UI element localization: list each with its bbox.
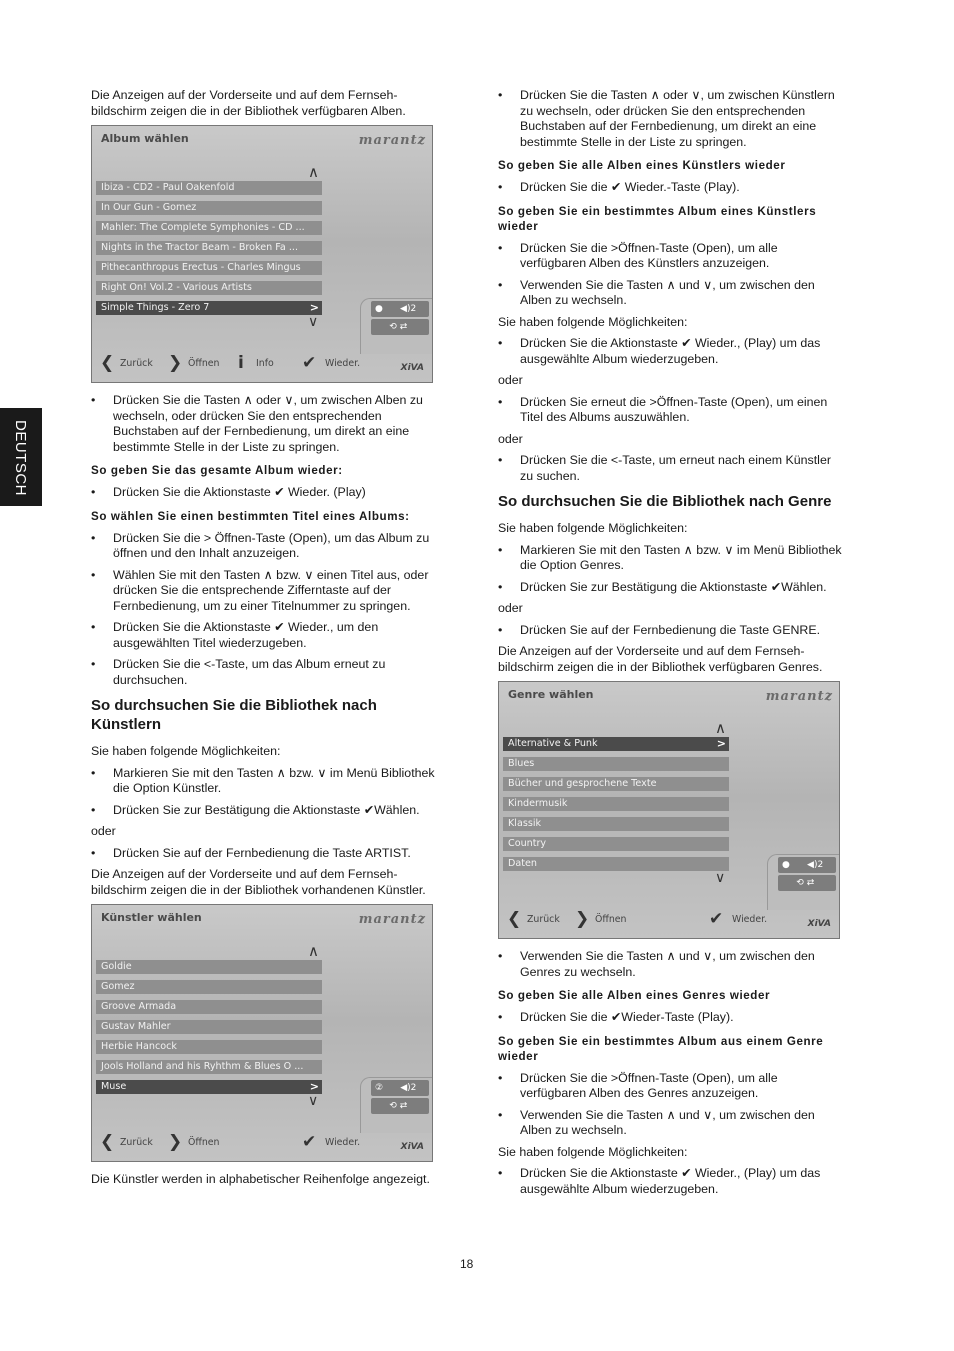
screen-title: Genre wählen [508, 688, 594, 701]
list-item: • Drücken Sie die >Öffnen-Taste (Open), um alle verfügbaren Alben des Künstlers anzuzeigen. [498, 241, 843, 272]
repeat-icon: ⟲ ⇄ [371, 319, 429, 335]
status-panel [360, 1077, 433, 1133]
list-item[interactable]: Mahler: The Complete Symphonies - CD ... [96, 221, 322, 235]
list-item[interactable]: Pithecanthropus Erectus - Charles Mingus [96, 261, 322, 275]
repeat-icon: ⟲ ⇄ [778, 875, 836, 891]
list-item: • Drücken Sie die Aktionstaste ✔ Wieder., (Play) um das ausgewählte Album wiederzugeben. [498, 1166, 843, 1197]
list-item: • Drücken Sie die Tasten ∧ oder ∨, um zwischen Künstlern zu wechseln, oder drücken Sie den entsprechenden Buchstaben auf der Fernbedienung, um direkt an eine bestimmte Stelle in der Liste zu springen. [498, 88, 843, 150]
back-icon: ❮ [100, 1132, 115, 1152]
open-icon: ❯ [168, 353, 183, 373]
subheading: So geben Sie alle Alben eines Künstlers wieder [498, 159, 786, 172]
subheading: So wählen Sie einen bestimmten Titel eines Albums: [91, 509, 410, 523]
list-item: • Drücken Sie die > Öffnen-Taste (Open), um das Album zu öffnen und den Inhalt anzuzeigen. [91, 531, 436, 562]
list-item[interactable]: Ibiza - CD2 - Paul Oakenfold [96, 181, 322, 195]
page-number: 18 [460, 1257, 474, 1271]
list-item[interactable]: Right On! Vol.2 - Various Artists [96, 281, 322, 295]
chevron-up-icon: ∧ [715, 719, 726, 737]
list-item[interactable]: Bücher und gesprochene Texte [503, 777, 729, 791]
screen-title: Künstler wählen [101, 911, 202, 924]
left-column [91, 88, 436, 1194]
open-button[interactable]: Öffnen [595, 914, 627, 925]
play-button[interactable]: Wieder. [325, 1137, 361, 1148]
paragraph: oder [498, 601, 523, 615]
list-item: • Drücken Sie die ✔Wieder-Taste (Play). [498, 1010, 843, 1026]
paragraph: Die Anzeigen auf der Vorderseite und auf dem Fernseh-bildschirm zeigen die in der Bibliothek verfügbaren Alben. [91, 88, 406, 118]
checkmark-icon: ✔ [302, 353, 317, 373]
list-item[interactable]: Daten [503, 857, 729, 871]
list-item: • Drücken Sie auf der Fernbedienung die Taste GENRE. [498, 623, 843, 639]
open-icon: ❯ [575, 909, 590, 929]
list-item-label: Simple Things - Zero 7 [101, 302, 210, 313]
artist-select-screen [91, 904, 433, 1162]
chevron-up-icon: ∧ [308, 942, 319, 960]
info-button[interactable]: Info [256, 358, 274, 369]
screen-footer [92, 1127, 432, 1161]
genre-select-screen [498, 681, 840, 939]
list-item[interactable]: Country [503, 837, 729, 851]
section-heading: So durchsuchen Sie die Bibliothek nach Genre [498, 493, 832, 510]
paragraph: oder [498, 431, 523, 446]
language-tab [0, 408, 42, 506]
status-panel [767, 854, 840, 910]
paragraph: oder [91, 824, 116, 838]
info-icon: i [238, 353, 244, 373]
list-item: • Markieren Sie mit den Tasten ∧ bzw. ∨ im Menü Bibliothek die Option Genres. [498, 543, 843, 574]
xiva-logo: XiVA [807, 919, 831, 929]
paragraph: Die Künstler werden in alphabetischer Reihenfolge angezeigt. [91, 1172, 430, 1186]
screen-footer [92, 348, 432, 382]
back-icon: ❮ [100, 353, 115, 373]
list-item-label: Alternative & Punk [508, 738, 598, 749]
screen-footer [499, 904, 839, 938]
list-item: • Drücken Sie die Tasten ∧ oder ∨, um zwischen Alben zu wechseln, oder drücken Sie den entsprechenden Buchstaben auf der Fernbedienung, um direkt an eine bestimmte Stelle in der Liste zu springen. [91, 393, 436, 455]
back-button[interactable]: Zurück [120, 358, 153, 369]
genre-list [503, 737, 729, 877]
list-item[interactable]: Nights in the Tractor Beam - Broken Fa ... [96, 241, 322, 255]
list-item[interactable]: In Our Gun - Gomez [96, 201, 322, 215]
marantz-logo: marantz [358, 912, 426, 927]
paragraph: Sie haben folgende Möglichkeiten: [91, 744, 281, 758]
checkmark-icon: ✔ [302, 1132, 317, 1152]
subheading: So geben Sie alle Alben eines Genres wieder [498, 989, 771, 1002]
screen-title: Album wählen [101, 132, 189, 145]
marantz-logo: marantz [765, 689, 833, 704]
paragraph: Sie haben folgende Möglichkeiten: [498, 314, 688, 329]
paragraph: oder [498, 373, 523, 387]
status-panel [360, 298, 433, 354]
chevron-up-icon: ∧ [308, 163, 319, 181]
list-item: • Verwenden Sie die Tasten ∧ und ∨, um zwischen den Genres zu wechseln. [498, 949, 843, 980]
chevron-down-icon: ∨ [308, 1093, 319, 1109]
paragraph: Die Anzeigen auf der Vorderseite und auf dem Fernseh-bildschirm zeigen die in der Bibliothek vorhandenen Künstler. [91, 867, 426, 897]
open-icon: ❯ [168, 1132, 183, 1152]
list-item[interactable]: Groove Armada [96, 1000, 322, 1014]
list-item-label: Muse [101, 1081, 127, 1092]
language-label: DEUTSCH [12, 420, 29, 497]
list-item: • Drücken Sie die ✔ Wieder.-Taste (Play). [498, 180, 843, 196]
right-column [498, 88, 843, 1203]
list-item: • Drücken Sie die Aktionstaste ✔ Wieder., (Play) um das ausgewählte Album wiederzugeben. [498, 336, 843, 367]
play-button[interactable]: Wieder. [732, 914, 768, 925]
album-list [96, 181, 322, 321]
list-item-selected[interactable] [96, 1080, 322, 1094]
list-item[interactable]: Klassik [503, 817, 729, 831]
play-button[interactable]: Wieder. [325, 358, 361, 369]
volume-icon: ② ◀)2 [371, 1080, 429, 1096]
list-item[interactable]: Goldie [96, 960, 322, 974]
list-item[interactable]: Kindermusik [503, 797, 729, 811]
back-button[interactable]: Zurück [527, 914, 560, 925]
checkmark-icon: ✔ [709, 909, 724, 929]
marantz-logo: marantz [358, 133, 426, 148]
chevron-down-icon: ∨ [715, 870, 726, 886]
list-item: • Drücken Sie die >Öffnen-Taste (Open), um alle verfügbaren Alben des Genres anzuzeigen. [498, 1071, 843, 1102]
volume-icon: ● ◀)2 [371, 301, 429, 317]
list-item: • Drücken Sie zur Bestätigung die Aktionstaste ✔Wählen. [91, 803, 436, 819]
paragraph: Sie haben folgende Möglichkeiten: [498, 521, 688, 535]
open-button[interactable]: Öffnen [188, 358, 220, 369]
paragraph: Sie haben folgende Möglichkeiten: [498, 1144, 688, 1159]
volume-icon: ● ◀)2 [778, 857, 836, 873]
subheading: So geben Sie ein bestimmtes Album eines Künstlers wieder [498, 204, 817, 233]
subheading: So geben Sie ein bestimmtes Album aus einem Genre wieder [498, 1034, 824, 1063]
section-heading: So durchsuchen Sie die Bibliothek nach Künstlern [91, 697, 377, 733]
subheading: So geben Sie das gesamte Album wieder: [91, 464, 343, 477]
list-item: • Markieren Sie mit den Tasten ∧ bzw. ∨ im Menü Bibliothek die Option Künstler. [91, 766, 436, 797]
chevron-right-icon: > [716, 737, 726, 750]
list-item: • Drücken Sie auf der Fernbedienung die Taste ARTIST. [91, 846, 436, 862]
xiva-logo: XiVA [400, 363, 424, 373]
list-item: • Drücken Sie die <-Taste, um erneut nach einem Künstler zu suchen. [498, 453, 843, 484]
chevron-right-icon: > [309, 1080, 319, 1093]
list-item[interactable]: Gomez [96, 980, 322, 994]
xiva-logo: XiVA [400, 1142, 424, 1152]
album-select-screen [91, 125, 433, 383]
list-item: • Wählen Sie mit den Tasten ∧ bzw. ∨ einen Titel aus, oder drücken Sie die entsprechende Zifferntaste auf der Fernbedienung, um zu einer Titelnummer zu springen. [91, 568, 436, 615]
back-icon: ❮ [507, 909, 522, 929]
chevron-right-icon: > [309, 301, 319, 314]
list-item: • Drücken Sie die Aktionstaste ✔ Wieder., um den ausgewählten Titel wiederzugeben. [91, 620, 436, 651]
list-item: • Verwenden Sie die Tasten ∧ und ∨, um zwischen den Alben zu wechseln. [498, 1108, 843, 1139]
paragraph: Die Anzeigen auf der Vorderseite und auf dem Fernseh-bildschirm zeigen die in der Bibliothek verfügbaren Genres. [498, 644, 823, 674]
chevron-down-icon: ∨ [308, 314, 319, 330]
list-item[interactable]: Blues [503, 757, 729, 771]
list-item: • Drücken Sie die Aktionstaste ✔ Wieder. (Play) [91, 485, 436, 501]
list-item-selected[interactable] [503, 737, 729, 751]
list-item: • Verwenden Sie die Tasten ∧ und ∨, um zwischen den Alben zu wechseln. [498, 278, 843, 309]
list-item: • Drücken Sie erneut die >Öffnen-Taste (Open), um einen Titel des Albums auszuwählen. [498, 395, 843, 426]
list-item[interactable]: Jools Holland and his Ryhthm & Blues O ... [96, 1060, 322, 1074]
back-button[interactable]: Zurück [120, 1137, 153, 1148]
list-item-selected[interactable] [96, 301, 322, 315]
list-item: • Drücken Sie zur Bestätigung die Aktionstaste ✔Wählen. [498, 580, 843, 596]
list-item: • Drücken Sie die <-Taste, um das Album erneut zu durchsuchen. [91, 657, 436, 688]
list-item[interactable]: Herbie Hancock [96, 1040, 322, 1054]
open-button[interactable]: Öffnen [188, 1137, 220, 1148]
list-item[interactable]: Gustav Mahler [96, 1020, 322, 1034]
artist-list [96, 960, 322, 1100]
repeat-icon: ⟲ ⇄ [371, 1098, 429, 1114]
